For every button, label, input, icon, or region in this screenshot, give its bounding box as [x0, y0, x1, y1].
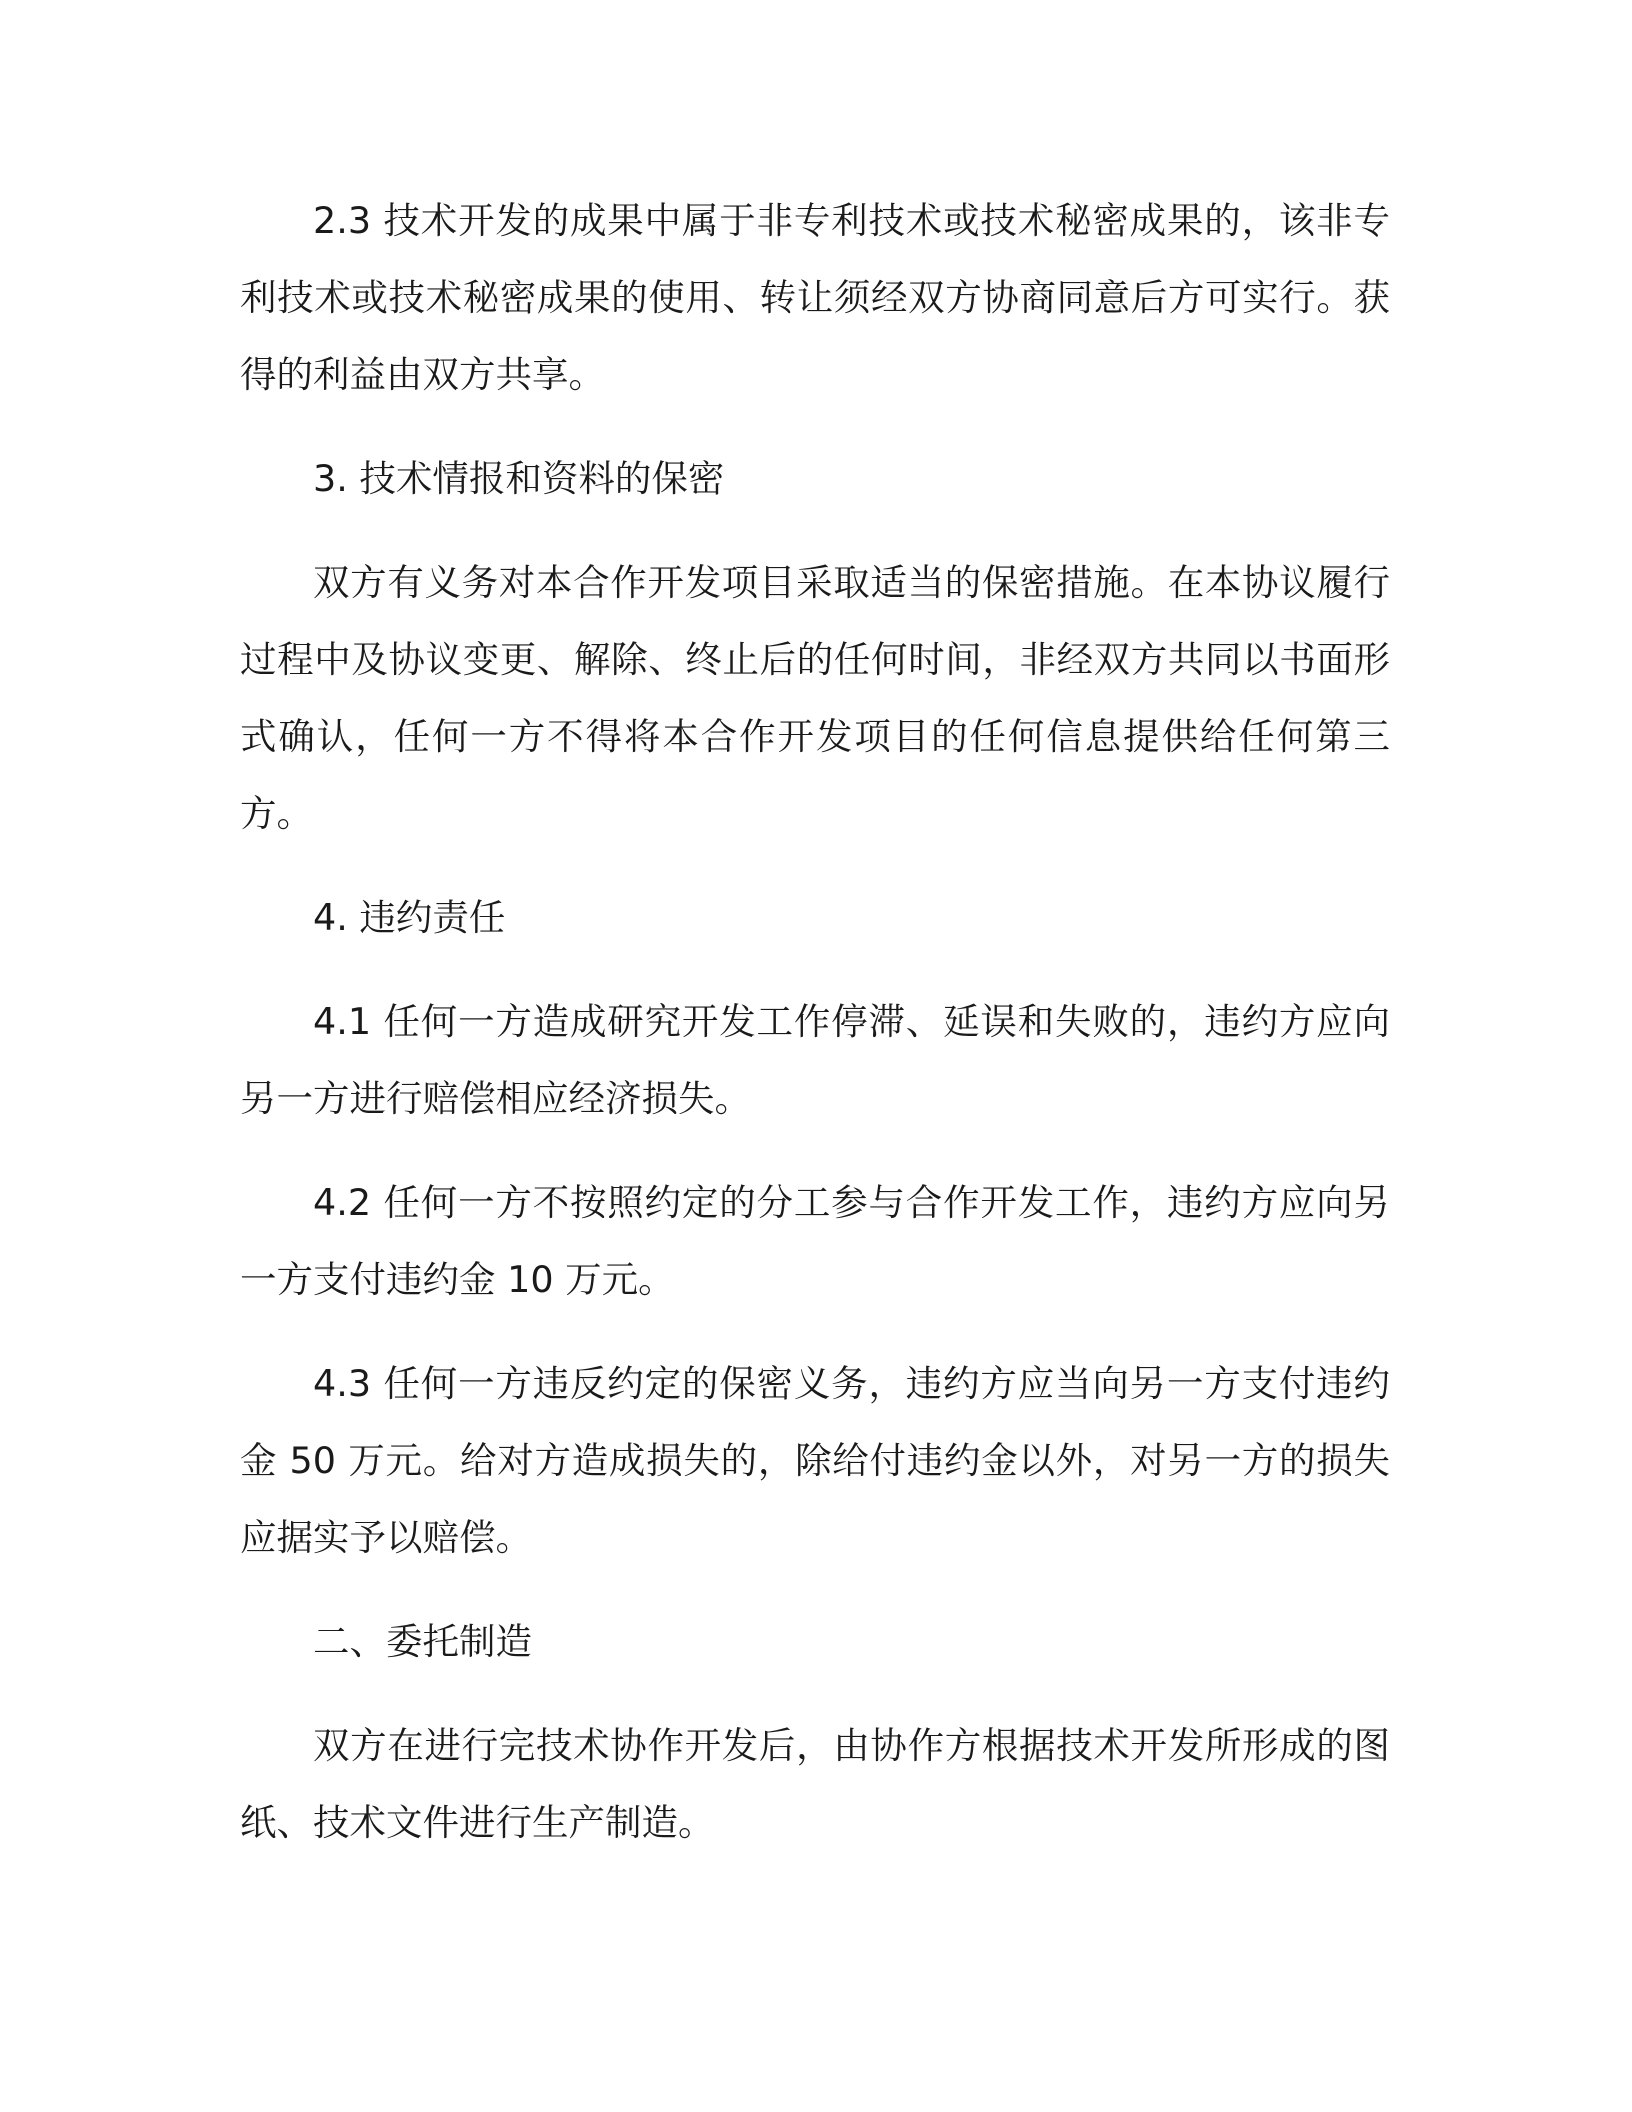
clause-4-1: 4.1 任何一方造成研究开发工作停滞、延误和失败的，违约方应向另一方进行赔偿相应经济损失。 [240, 1000, 1390, 1120]
section-heading-confidentiality: 3. 技术情报和资料的保密 [313, 457, 725, 500]
clause-4-2: 4.2 任何一方不按照约定的分工参与合作开发工作，违约方应向另一方支付违约金 10 万元。 [240, 1181, 1390, 1301]
section-heading-liability: 4. 违约责任 [313, 896, 506, 939]
confidentiality-paragraph: 双方有义务对本合作开发项目采取适当的保密措施。在本协议履行过程中及协议变更、解除、终止后的任何时间，非经双方共同以书面形式确认，任何一方不得将本合作开发项目的任何信息提供给任何第三方。 [240, 561, 1390, 835]
section-heading-manufacturing: 二、委托制造 [313, 1620, 532, 1663]
document-page [240, 182, 1390, 1888]
manufacturing-paragraph: 双方在进行完技术协作开发后，由协作方根据技术开发所形成的图纸、技术文件进行生产制造。 [240, 1724, 1390, 1844]
clause-4-3: 4.3 任何一方违反约定的保密义务，违约方应当向另一方支付违约金 50 万元。给对方造成损失的，除给付违约金以外，对另一方的损失应据实予以赔偿。 [240, 1362, 1390, 1559]
clause-2-3: 2.3 技术开发的成果中属于非专利技术或技术秘密成果的，该非专利技术或技术秘密成果的使用、转让须经双方协商同意后方可实行。获得的利益由双方共享。 [240, 199, 1390, 396]
